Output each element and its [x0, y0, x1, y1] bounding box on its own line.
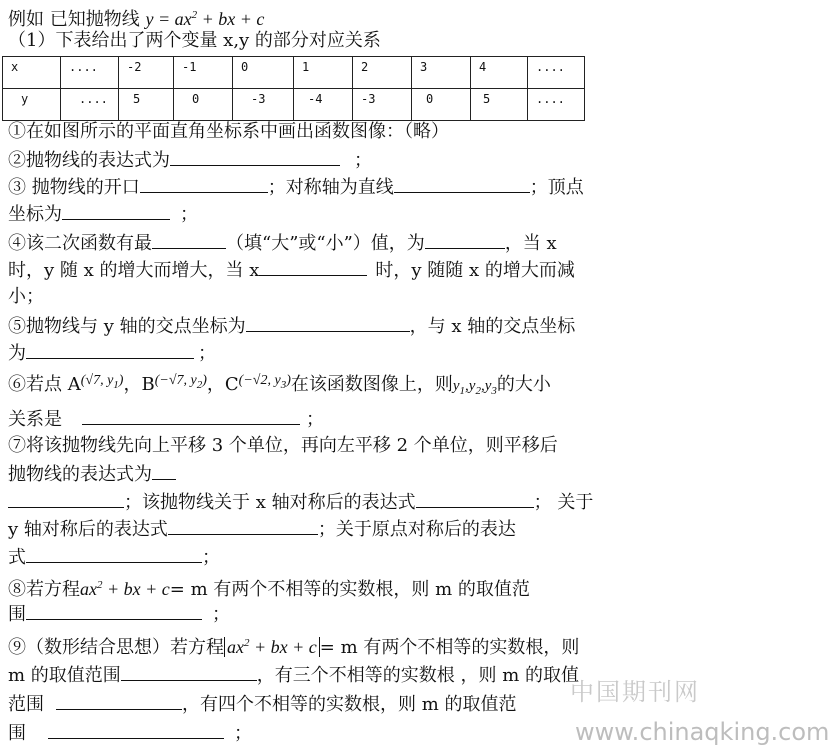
table-row-x [3, 57, 585, 89]
punct: ； [234, 723, 252, 744]
answer-blank [259, 258, 367, 276]
item-5-text: ⑤抛物线与 y 轴的交点坐标为 [8, 316, 246, 337]
answer-blank [246, 314, 410, 332]
answer-blank [48, 721, 224, 739]
abs-equation: $ax^2$ + bx + c [224, 637, 320, 657]
point-b-coord: (−√7, y2) [154, 373, 207, 391]
item-6-text: ，C [206, 374, 239, 395]
punct: ； [354, 150, 372, 171]
item-4-end: 小； [8, 286, 44, 307]
item-7-c [8, 490, 593, 514]
watermark-url: www.chinaqking.com [575, 718, 829, 746]
table-cell: x [3, 57, 61, 89]
item-7-text: 抛物线的表达式为 [8, 464, 152, 485]
item-3-text: ；对称轴为直线 [267, 177, 394, 198]
item-6-text: 的大小 [496, 374, 551, 395]
item-9-text: 范围 [8, 694, 44, 715]
punct: ； [202, 547, 220, 568]
item-8-text: = m 有两个不相等的实数根，则 m 的取值范 [169, 579, 530, 600]
item-9-c [8, 692, 517, 716]
item-3-text: ③ 抛物线的开口 [8, 177, 140, 198]
item-4-cont [8, 258, 575, 282]
equation: $ax^2$ + bx + c [80, 579, 170, 599]
table-cell: -3 [233, 89, 294, 121]
item-4-text: ④该二次函数有最 [8, 233, 152, 254]
item-7: ⑦将该抛物线先向上平移 3 个单位，再向左平移 2 个单位，则平移后 [8, 435, 558, 456]
answer-blank [26, 341, 194, 359]
item-9-d [8, 721, 252, 745]
answer-blank [82, 407, 300, 425]
watermark-cn: 中国期刊网 [570, 678, 700, 706]
item-4-text: （填“大”或“小”）值，为 [226, 233, 425, 254]
answer-blank [416, 490, 534, 508]
item-8-text: ⑧若方程 [8, 579, 80, 600]
table-row-y [3, 89, 585, 121]
item-5-text: ，与 x 轴的交点坐标 [409, 316, 576, 337]
answer-blank [62, 202, 170, 220]
item-4-text: 时，y 随 x 的增大而增大，当 x [8, 260, 260, 281]
punct: ； [198, 343, 216, 364]
item-7-g [8, 545, 220, 569]
answer-blank [170, 148, 340, 166]
item-6-text: 关系是 [8, 409, 62, 430]
answer-blank [56, 692, 182, 710]
item-9 [8, 632, 579, 659]
item-3-text: 坐标为 [8, 204, 62, 225]
answer-blank [26, 545, 202, 563]
item-5-text: 为 [8, 343, 26, 364]
subtitle-1: （1）下表给出了两个变量 x,y 的部分对应关系 [8, 30, 381, 51]
item-6-text: ，B [123, 374, 155, 395]
table-cell: -1 [174, 57, 233, 89]
item-9-text: ，有四个不相等的实数根，则 m 的取值范 [182, 694, 517, 715]
item-8-cont [8, 602, 230, 626]
item-4-text: 时，y 随随 x 的增大而减 [375, 260, 575, 281]
item-3-cont [8, 202, 198, 226]
punct: ； [306, 409, 324, 430]
item-7-e [8, 517, 516, 541]
table-cell: 0 [233, 57, 294, 89]
table-cell: .... [528, 57, 585, 89]
answer-blank [152, 231, 226, 249]
item-3-text: ；顶点 [529, 177, 584, 198]
table-cell: 1 [294, 57, 353, 89]
answer-blank [140, 175, 268, 193]
item-6-text: 在该函数图像上，则 [290, 374, 453, 395]
item-5 [8, 314, 575, 338]
table-cell: 2 [353, 57, 412, 89]
item-7-text: ； 关于 [533, 492, 594, 513]
point-c-coord: (−√2, y3) [238, 373, 291, 391]
item-9-text: 围 [8, 723, 26, 744]
intro-line [8, 4, 264, 31]
item-6-text: ⑥若点 A [8, 374, 81, 395]
table-cell: -4 [294, 89, 353, 121]
item-7-text: ；关于原点对称后的表达 [317, 519, 516, 540]
answer-blank [26, 602, 202, 620]
item-9-text: = m 有两个不相等的实数根，则 [319, 637, 580, 658]
point-a-coord: (√7, y1) [80, 373, 124, 391]
item-4-text: ，当 x [504, 233, 557, 254]
item-8-text: 围 [8, 604, 26, 625]
table-cell: -2 [119, 57, 174, 89]
item-6 [8, 374, 551, 402]
item-9-text: ⑨（数形结合思想）若方程 [8, 637, 224, 658]
table-cell: 5 [119, 89, 174, 121]
item-2-text: ②抛物线的表达式为 [8, 150, 170, 171]
answer-blank [168, 517, 318, 535]
item-9-text: ，有三个不相等的实数根 ，则 m 的取值 [256, 665, 580, 686]
item-7-text: ；该抛物线关于 x 轴对称后的表达式 [124, 492, 416, 513]
y-values: $y_1,y_2,y_3$ [452, 378, 497, 397]
item-2 [8, 148, 372, 172]
item-6-cont [8, 407, 324, 431]
parabola-formula: $y = ax^2$ + bx + c [145, 9, 265, 29]
table-cell: .... [61, 89, 119, 121]
value-table [2, 56, 585, 121]
answer-blank [8, 490, 124, 508]
answer-blank [425, 231, 505, 249]
item-8 [8, 574, 530, 601]
intro-text: 例如 已知抛物线 [8, 9, 140, 30]
item-5-cont [8, 341, 216, 365]
answer-blank [121, 663, 257, 681]
item-1: ①在如图所示的平面直角坐标系中画出函数图像：（略） [8, 121, 449, 142]
table-cell: 4 [471, 57, 528, 89]
answer-blank [152, 462, 176, 480]
punct: ； [180, 204, 198, 225]
item-7-b [8, 462, 176, 486]
table-cell: y [3, 89, 61, 121]
answer-blank [394, 175, 530, 193]
punct: ； [212, 604, 230, 625]
table-cell: 3 [412, 57, 471, 89]
item-9-b [8, 663, 579, 687]
item-4 [8, 231, 557, 255]
table-cell: .... [528, 89, 585, 121]
table-cell: -3 [353, 89, 412, 121]
item-9-text: m 的取值范围 [8, 665, 121, 686]
table-cell: 0 [412, 89, 471, 121]
item-3 [8, 175, 584, 199]
table-cell: 0 [174, 89, 233, 121]
table-cell: 5 [471, 89, 528, 121]
item-7-text: 式 [8, 547, 26, 568]
table-cell: .... [61, 57, 119, 89]
item-7-text: y 轴对称后的表达式 [8, 519, 168, 540]
